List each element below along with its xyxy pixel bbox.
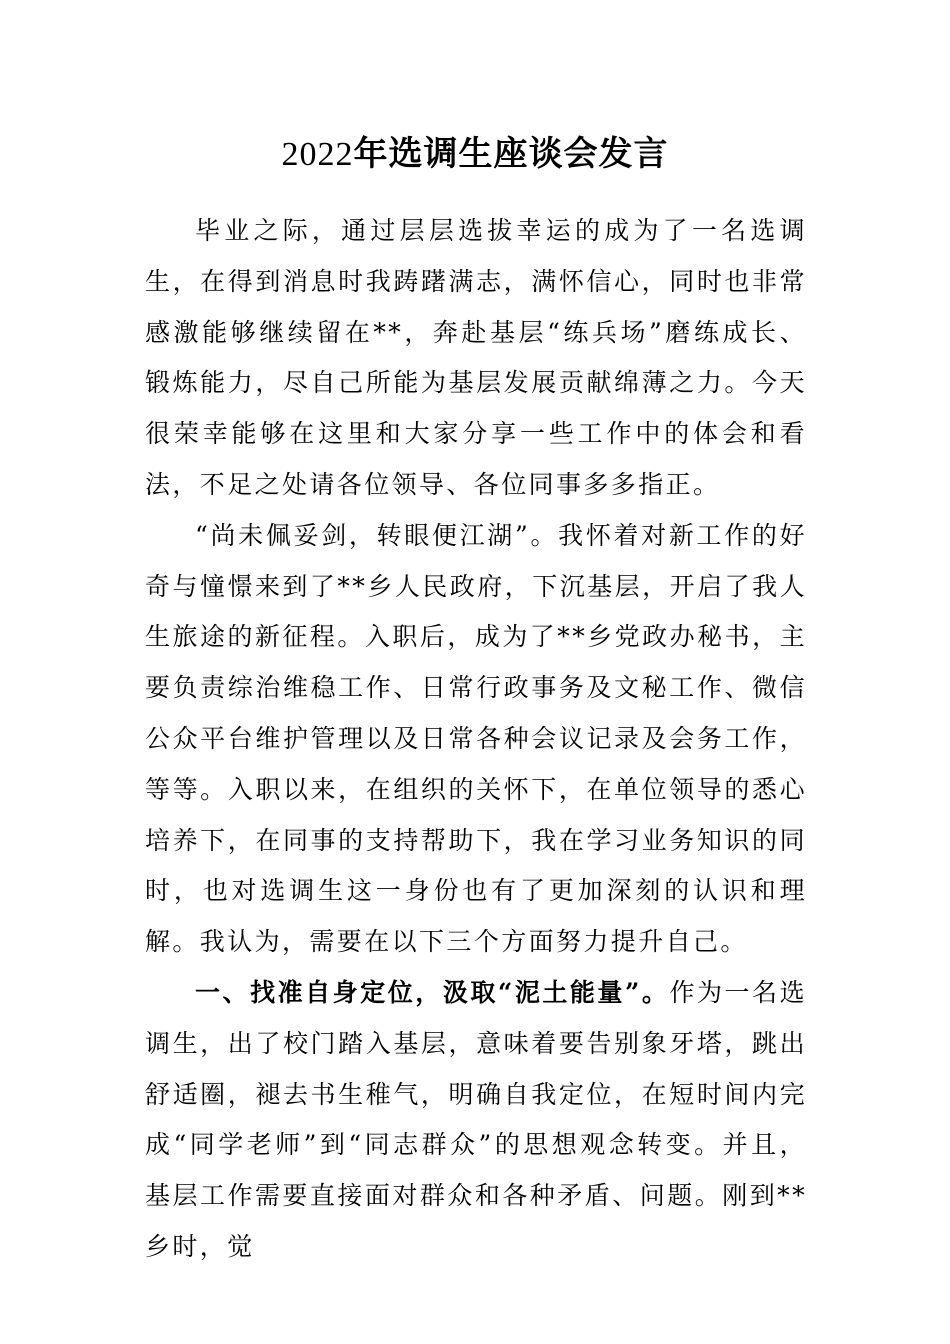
section-heading-1: 一、找准自身定位，汲取“泥土能量”。 xyxy=(195,977,670,1007)
paragraph-3-text: 作为一名选调生，出了校门踏入基层，意味着要告别象牙塔，跳出舒适圈，褪去书生稚气，明确自我定位，在短时间内完成“同学老师”到“同志群众”的思想观念转变。并且，基层工作需要直接面对群众和各种矛盾、问题。刚到**乡时，觉 xyxy=(145,977,807,1261)
paragraph-2 xyxy=(145,511,807,968)
document-title xyxy=(0,126,950,175)
paragraph-2-text: “尚未佩妥剑，转眼便江湖”。我怀着对新工作的好奇与憧憬来到了**乡人民政府，下沉基层，开启了我人生旅途的新征程。入职后，成为了**乡党政办秘书，主要负责综治维稳工作、日常行政事务及文秘工作、微信公众平台维护管理以及日常各种会议记录及会务工作，等等。入职以来，在组织的关怀下，在单位领导的悉心培养下，在同事的支持帮助下，我在学习业务知识的同时，也对选调生这一身份也有了更加深刻的认识和理解。我认为，需要在以下三个方面努力提升自己。 xyxy=(145,520,807,957)
document-body xyxy=(145,206,807,1273)
title-text: 年选调生座谈会发言 xyxy=(353,134,669,174)
title-year: 2022 xyxy=(281,136,354,173)
paragraph-3 xyxy=(145,968,807,1273)
paragraph-1-text: 毕业之际，通过层层选拔幸运的成为了一名选调生，在得到消息时我踌躇满志，满怀信心，同时也非常感激能够继续留在**，奔赴基层“练兵场”磨练成长、锻炼能力，尽自己所能为基层发展贡献绵薄之力。今天很荣幸能够在这里和大家分享一些工作中的体会和看法，不足之处请各位领导、各位同事多多指正。 xyxy=(145,216,807,499)
paragraph-1 xyxy=(145,206,807,511)
